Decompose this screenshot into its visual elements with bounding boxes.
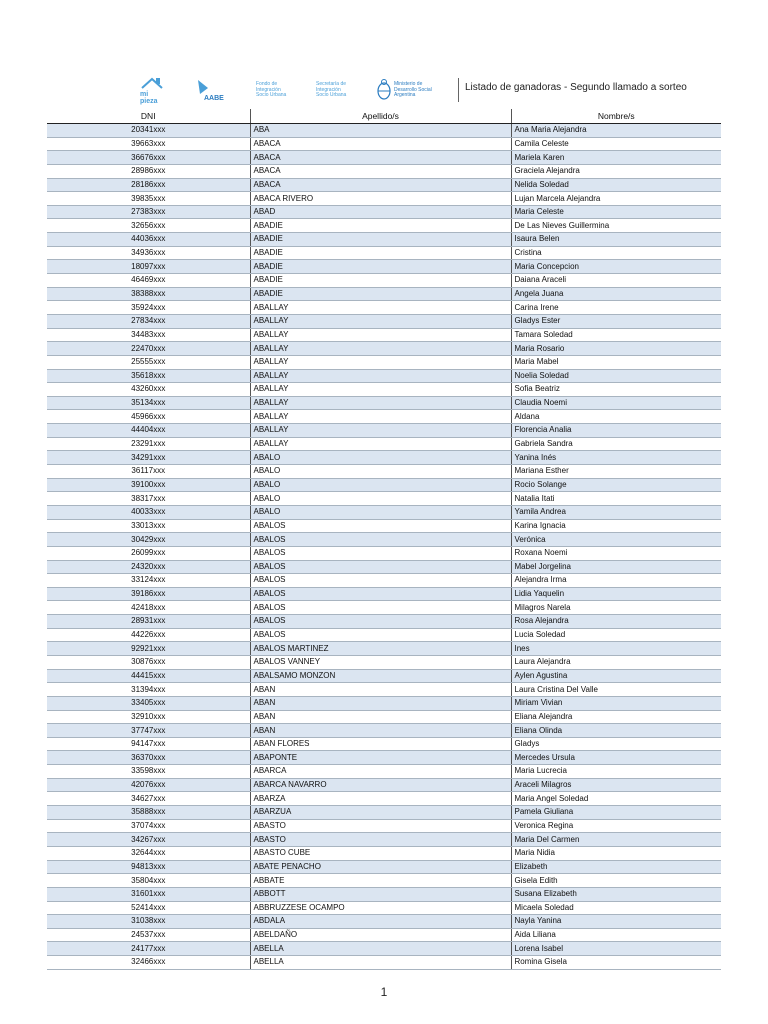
cell-dni: 34291xxx bbox=[47, 451, 250, 465]
table-row bbox=[47, 928, 721, 942]
cell-apellidos: ABALOS bbox=[250, 546, 511, 560]
cell-dni: 24537xxx bbox=[47, 928, 250, 942]
cell-dni: 35134xxx bbox=[47, 396, 250, 410]
cell-dni: 43260xxx bbox=[47, 383, 250, 397]
table-row bbox=[47, 355, 721, 369]
table-row bbox=[47, 124, 721, 138]
ministerio-logo bbox=[376, 78, 456, 104]
cell-apellidos: ABAN bbox=[250, 696, 511, 710]
column-header-nombres: Nombre/s bbox=[511, 109, 721, 124]
cell-apellidos: ABALLAY bbox=[250, 355, 511, 369]
table-row bbox=[47, 560, 721, 574]
cell-nombres: Araceli Milagros bbox=[511, 778, 721, 792]
cell-nombres: Ines bbox=[511, 642, 721, 656]
cell-apellidos: ABADIE bbox=[250, 260, 511, 274]
table-row bbox=[47, 492, 721, 506]
column-header-apellidos: Apellido/s bbox=[250, 109, 511, 124]
cell-nombres: Maria Del Carmen bbox=[511, 833, 721, 847]
org2-line: Integración bbox=[316, 86, 341, 93]
cell-dni: 33124xxx bbox=[47, 574, 250, 588]
cell-nombres: Rosa Alejandra bbox=[511, 615, 721, 629]
cell-apellidos: ABALOS bbox=[250, 601, 511, 615]
cell-dni: 28986xxx bbox=[47, 164, 250, 178]
table-row bbox=[47, 819, 721, 833]
cell-apellidos: ABACA RIVERO bbox=[250, 192, 511, 206]
cell-nombres: Tamara Soledad bbox=[511, 328, 721, 342]
cell-apellidos: ABARCA bbox=[250, 765, 511, 779]
cell-apellidos: ABAN bbox=[250, 683, 511, 697]
cell-apellidos: ABDALA bbox=[250, 915, 511, 929]
table-row bbox=[47, 765, 721, 779]
table-row bbox=[47, 901, 721, 915]
table-row bbox=[47, 833, 721, 847]
cell-dni: 28931xxx bbox=[47, 615, 250, 629]
cell-nombres: Verónica bbox=[511, 533, 721, 547]
cell-apellidos: ABA bbox=[250, 124, 511, 138]
cell-dni: 36370xxx bbox=[47, 751, 250, 765]
cell-dni: 32656xxx bbox=[47, 219, 250, 233]
cell-nombres: Rocio Solange bbox=[511, 478, 721, 492]
table-row bbox=[47, 505, 721, 519]
table-row bbox=[47, 655, 721, 669]
cell-nombres: Carina Irene bbox=[511, 301, 721, 315]
table-row bbox=[47, 151, 721, 165]
cell-dni: 34483xxx bbox=[47, 328, 250, 342]
cell-apellidos: ABALLAY bbox=[250, 396, 511, 410]
ministry-line: Argentina bbox=[394, 92, 416, 98]
cell-dni: 34936xxx bbox=[47, 246, 250, 260]
table-row bbox=[47, 233, 721, 247]
cell-nombres: Natalia Itati bbox=[511, 492, 721, 506]
cell-nombres: Mariana Esther bbox=[511, 465, 721, 479]
cell-nombres: Claudia Noemi bbox=[511, 396, 721, 410]
cell-nombres: Aylen Agustina bbox=[511, 669, 721, 683]
table-row bbox=[47, 424, 721, 438]
cell-dni: 37747xxx bbox=[47, 724, 250, 738]
table-row bbox=[47, 956, 721, 970]
cell-apellidos: ABALSAMO MONZON bbox=[250, 669, 511, 683]
cell-nombres: Maria Concepcion bbox=[511, 260, 721, 274]
cell-nombres: Pamela Giuliana bbox=[511, 806, 721, 820]
table-row bbox=[47, 587, 721, 601]
cell-dni: 94147xxx bbox=[47, 737, 250, 751]
cell-nombres: Lorena Isabel bbox=[511, 942, 721, 956]
document-title: Listado de ganadoras - Segundo llamado a sorteo bbox=[465, 82, 687, 93]
cell-nombres: Elizabeth bbox=[511, 860, 721, 874]
cell-dni: 18097xxx bbox=[47, 260, 250, 274]
table-row bbox=[47, 887, 721, 901]
cell-apellidos: ABALOS bbox=[250, 628, 511, 642]
table-row bbox=[47, 615, 721, 629]
cell-nombres: Nayla Yanina bbox=[511, 915, 721, 929]
org1-line: Fondo de bbox=[256, 81, 278, 87]
cell-nombres: Micaela Soledad bbox=[511, 901, 721, 915]
cell-nombres: Gisela Edith bbox=[511, 874, 721, 888]
cell-apellidos: ABALO bbox=[250, 505, 511, 519]
cell-apellidos: ABALOS bbox=[250, 560, 511, 574]
cell-dni: 92921xxx bbox=[47, 642, 250, 656]
mi-pieza-logo-text-1: mi bbox=[140, 91, 149, 98]
cell-nombres: Mabel Jorgelina bbox=[511, 560, 721, 574]
cell-dni: 24177xxx bbox=[47, 942, 250, 956]
cell-nombres: Susana Elizabeth bbox=[511, 887, 721, 901]
cell-apellidos: ABAPONTE bbox=[250, 751, 511, 765]
table-row bbox=[47, 724, 721, 738]
cell-apellidos: ABALOS bbox=[250, 519, 511, 533]
cell-dni: 30429xxx bbox=[47, 533, 250, 547]
cell-nombres: Eliana Olinda bbox=[511, 724, 721, 738]
cell-apellidos: ABASTO bbox=[250, 819, 511, 833]
cell-nombres: Yamila Andrea bbox=[511, 505, 721, 519]
cell-nombres: Aldana bbox=[511, 410, 721, 424]
cell-apellidos: ABATE PENACHO bbox=[250, 860, 511, 874]
cell-apellidos: ABARZUA bbox=[250, 806, 511, 820]
cell-dni: 94813xxx bbox=[47, 860, 250, 874]
table-row bbox=[47, 451, 721, 465]
cell-nombres: De Las Nieves Guillermina bbox=[511, 219, 721, 233]
cell-nombres: Gladys Ester bbox=[511, 314, 721, 328]
cell-nombres: Eliana Alejandra bbox=[511, 710, 721, 724]
cell-dni: 44036xxx bbox=[47, 233, 250, 247]
table-row bbox=[47, 478, 721, 492]
cell-dni: 31601xxx bbox=[47, 887, 250, 901]
cell-apellidos: ABARZA bbox=[250, 792, 511, 806]
cell-apellidos: ABELDAÑO bbox=[250, 928, 511, 942]
cell-dni: 33013xxx bbox=[47, 519, 250, 533]
cell-apellidos: ABAN FLORES bbox=[250, 737, 511, 751]
cell-nombres: Maria Celeste bbox=[511, 205, 721, 219]
cell-dni: 44404xxx bbox=[47, 424, 250, 438]
cell-apellidos: ABALLAY bbox=[250, 383, 511, 397]
cell-nombres: Lidia Yaquelin bbox=[511, 587, 721, 601]
cell-dni: 39835xxx bbox=[47, 192, 250, 206]
cell-apellidos: ABADIE bbox=[250, 246, 511, 260]
org2-line: Socio Urbana bbox=[316, 92, 347, 98]
table-row bbox=[47, 178, 721, 192]
mi-pieza-logo-text-2: pieza bbox=[140, 98, 158, 105]
cell-apellidos: ABBRUZZESE OCAMPO bbox=[250, 901, 511, 915]
cell-dni: 20341xxx bbox=[47, 124, 250, 138]
cell-nombres: Mariela Karen bbox=[511, 151, 721, 165]
aabe-logo bbox=[194, 78, 234, 102]
table-row bbox=[47, 328, 721, 342]
cell-apellidos: ABACA bbox=[250, 137, 511, 151]
cell-dni: 34267xxx bbox=[47, 833, 250, 847]
table-row bbox=[47, 383, 721, 397]
table-row bbox=[47, 751, 721, 765]
cell-dni: 37074xxx bbox=[47, 819, 250, 833]
table-row bbox=[47, 246, 721, 260]
cell-nombres: Daiana Araceli bbox=[511, 274, 721, 288]
table-row bbox=[47, 806, 721, 820]
cell-dni: 45966xxx bbox=[47, 410, 250, 424]
cell-dni: 32644xxx bbox=[47, 846, 250, 860]
cell-dni: 33405xxx bbox=[47, 696, 250, 710]
table-row bbox=[47, 860, 721, 874]
fondo-integracion-logo bbox=[256, 82, 306, 99]
table-row bbox=[47, 601, 721, 615]
table-row bbox=[47, 287, 721, 301]
table-row bbox=[47, 710, 721, 724]
cell-dni: 31038xxx bbox=[47, 915, 250, 929]
cell-nombres: Maria Mabel bbox=[511, 355, 721, 369]
cell-nombres: Laura Cristina Del Valle bbox=[511, 683, 721, 697]
cell-nombres: Karina Ignacia bbox=[511, 519, 721, 533]
cell-apellidos: ABALLAY bbox=[250, 328, 511, 342]
cell-dni: 35888xxx bbox=[47, 806, 250, 820]
cell-apellidos: ABADIE bbox=[250, 233, 511, 247]
table-row bbox=[47, 915, 721, 929]
cell-nombres: Gabriela Sandra bbox=[511, 437, 721, 451]
cell-apellidos: ABAN bbox=[250, 710, 511, 724]
cell-apellidos: ABALLAY bbox=[250, 437, 511, 451]
cell-dni: 46469xxx bbox=[47, 274, 250, 288]
cell-apellidos: ABALOS bbox=[250, 587, 511, 601]
cell-nombres: Veronica Regina bbox=[511, 819, 721, 833]
table-row bbox=[47, 192, 721, 206]
cell-apellidos: ABBOTT bbox=[250, 887, 511, 901]
cell-nombres: Noelia Soledad bbox=[511, 369, 721, 383]
table-row bbox=[47, 778, 721, 792]
cell-nombres: Milagros Narela bbox=[511, 601, 721, 615]
org2-line: Secretaría de bbox=[316, 81, 347, 87]
table-row bbox=[47, 274, 721, 288]
cell-apellidos: ABALLAY bbox=[250, 369, 511, 383]
cell-apellidos: ABALLAY bbox=[250, 301, 511, 315]
cell-dni: 32910xxx bbox=[47, 710, 250, 724]
cell-nombres: Camila Celeste bbox=[511, 137, 721, 151]
table-row bbox=[47, 260, 721, 274]
table-row bbox=[47, 628, 721, 642]
cell-apellidos: ABALOS bbox=[250, 615, 511, 629]
cell-apellidos: ABACA bbox=[250, 164, 511, 178]
cell-apellidos: ABELLA bbox=[250, 956, 511, 970]
cell-nombres: Maria Angel Soledad bbox=[511, 792, 721, 806]
cell-dni: 27383xxx bbox=[47, 205, 250, 219]
cell-nombres: Miriam Vivian bbox=[511, 696, 721, 710]
cell-apellidos: ABALLAY bbox=[250, 314, 511, 328]
mi-pieza-logo bbox=[134, 74, 174, 106]
cell-apellidos: ABALO bbox=[250, 465, 511, 479]
cell-apellidos: ABALO bbox=[250, 478, 511, 492]
table-row bbox=[47, 219, 721, 233]
cell-nombres: Alejandra Irma bbox=[511, 574, 721, 588]
cell-apellidos: ABADIE bbox=[250, 287, 511, 301]
aabe-logo-text: AABE bbox=[204, 95, 224, 102]
table-row bbox=[47, 683, 721, 697]
table-row bbox=[47, 465, 721, 479]
cell-dni: 26099xxx bbox=[47, 546, 250, 560]
table-row bbox=[47, 696, 721, 710]
cell-nombres: Romina Gisela bbox=[511, 956, 721, 970]
cell-dni: 52414xxx bbox=[47, 901, 250, 915]
cell-apellidos: ABALOS bbox=[250, 533, 511, 547]
cell-nombres: Angela Juana bbox=[511, 287, 721, 301]
cell-dni: 39100xxx bbox=[47, 478, 250, 492]
argentina-emblem-icon bbox=[376, 78, 392, 102]
cell-apellidos: ABADIE bbox=[250, 219, 511, 233]
cell-dni: 35618xxx bbox=[47, 369, 250, 383]
table-row bbox=[47, 437, 721, 451]
table-row bbox=[47, 533, 721, 547]
cell-nombres: Cristina bbox=[511, 246, 721, 260]
cell-apellidos: ABELLA bbox=[250, 942, 511, 956]
cell-nombres: Maria Lucrecia bbox=[511, 765, 721, 779]
cell-dni: 36676xxx bbox=[47, 151, 250, 165]
document-header bbox=[130, 74, 730, 108]
cell-nombres: Laura Alejandra bbox=[511, 655, 721, 669]
table-row bbox=[47, 669, 721, 683]
cell-nombres: Graciela Alejandra bbox=[511, 164, 721, 178]
cell-dni: 40033xxx bbox=[47, 505, 250, 519]
cell-dni: 28186xxx bbox=[47, 178, 250, 192]
table-row bbox=[47, 205, 721, 219]
cell-dni: 42076xxx bbox=[47, 778, 250, 792]
ministry-line: Ministerio de bbox=[394, 81, 423, 87]
page-number: 1 bbox=[380, 985, 388, 999]
org1-line: Socio Urbana bbox=[256, 92, 287, 98]
cell-apellidos: ABACA bbox=[250, 178, 511, 192]
cell-apellidos: ABASTO CUBE bbox=[250, 846, 511, 860]
cell-nombres: Mercedes Ursula bbox=[511, 751, 721, 765]
cell-nombres: Gladys bbox=[511, 737, 721, 751]
cell-apellidos: ABARCA NAVARRO bbox=[250, 778, 511, 792]
table-row bbox=[47, 369, 721, 383]
secretaria-integracion-logo bbox=[316, 82, 366, 99]
cell-dni: 35924xxx bbox=[47, 301, 250, 315]
cell-nombres: Roxana Noemi bbox=[511, 546, 721, 560]
cell-apellidos: ABALOS VANNEY bbox=[250, 655, 511, 669]
cell-dni: 24320xxx bbox=[47, 560, 250, 574]
table-row bbox=[47, 846, 721, 860]
cell-dni: 31394xxx bbox=[47, 683, 250, 697]
table-row bbox=[47, 301, 721, 315]
cell-dni: 34627xxx bbox=[47, 792, 250, 806]
cell-apellidos: ABASTO bbox=[250, 833, 511, 847]
cell-nombres: Isaura Belen bbox=[511, 233, 721, 247]
cell-apellidos: ABALO bbox=[250, 451, 511, 465]
cell-dni: 39663xxx bbox=[47, 137, 250, 151]
cell-apellidos: ABALOS MARTINEZ bbox=[250, 642, 511, 656]
table-row bbox=[47, 574, 721, 588]
cell-nombres: Ana Maria Alejandra bbox=[511, 124, 721, 138]
cell-dni: 39186xxx bbox=[47, 587, 250, 601]
cell-apellidos: ABBATE bbox=[250, 874, 511, 888]
table-row bbox=[47, 342, 721, 356]
cell-apellidos: ABALLAY bbox=[250, 424, 511, 438]
cell-nombres: Maria Rosario bbox=[511, 342, 721, 356]
table-row bbox=[47, 942, 721, 956]
header-divider bbox=[458, 78, 459, 102]
cell-dni: 30876xxx bbox=[47, 655, 250, 669]
cell-dni: 38317xxx bbox=[47, 492, 250, 506]
table-row bbox=[47, 642, 721, 656]
table-row bbox=[47, 874, 721, 888]
cell-nombres: Lucia Soledad bbox=[511, 628, 721, 642]
table-row bbox=[47, 164, 721, 178]
cell-dni: 44226xxx bbox=[47, 628, 250, 642]
table-row bbox=[47, 737, 721, 751]
cell-dni: 36117xxx bbox=[47, 465, 250, 479]
column-header-dni: DNI bbox=[47, 109, 250, 124]
cell-apellidos: ABALLAY bbox=[250, 342, 511, 356]
cell-apellidos: ABADIE bbox=[250, 274, 511, 288]
cell-nombres: Aida Liliana bbox=[511, 928, 721, 942]
table-row bbox=[47, 546, 721, 560]
table-row bbox=[47, 314, 721, 328]
cell-nombres: Maria Nidia bbox=[511, 846, 721, 860]
cell-nombres: Yanina Inés bbox=[511, 451, 721, 465]
cell-dni: 32466xxx bbox=[47, 956, 250, 970]
table-row bbox=[47, 792, 721, 806]
cell-nombres: Nelida Soledad bbox=[511, 178, 721, 192]
cell-dni: 42418xxx bbox=[47, 601, 250, 615]
cell-apellidos: ABAD bbox=[250, 205, 511, 219]
table-row bbox=[47, 410, 721, 424]
table-row bbox=[47, 396, 721, 410]
cell-nombres: Lujan Marcela Alejandra bbox=[511, 192, 721, 206]
table-row bbox=[47, 137, 721, 151]
cell-dni: 35804xxx bbox=[47, 874, 250, 888]
cell-dni: 23291xxx bbox=[47, 437, 250, 451]
cell-apellidos: ABACA bbox=[250, 151, 511, 165]
cell-dni: 44415xxx bbox=[47, 669, 250, 683]
cell-apellidos: ABALLAY bbox=[250, 410, 511, 424]
cell-dni: 33598xxx bbox=[47, 765, 250, 779]
cell-nombres: Florencia Analia bbox=[511, 424, 721, 438]
cell-nombres: Sofia Beatriz bbox=[511, 383, 721, 397]
cell-apellidos: ABALO bbox=[250, 492, 511, 506]
cell-dni: 27834xxx bbox=[47, 314, 250, 328]
cell-apellidos: ABAN bbox=[250, 724, 511, 738]
cell-dni: 22470xxx bbox=[47, 342, 250, 356]
cell-apellidos: ABALOS bbox=[250, 574, 511, 588]
org1-line: Integración bbox=[256, 86, 281, 93]
table-header-row bbox=[47, 109, 721, 124]
ministry-line: Desarrollo Social bbox=[394, 86, 432, 93]
winners-table bbox=[47, 109, 721, 970]
table-row bbox=[47, 519, 721, 533]
cell-dni: 25555xxx bbox=[47, 355, 250, 369]
cell-dni: 38388xxx bbox=[47, 287, 250, 301]
